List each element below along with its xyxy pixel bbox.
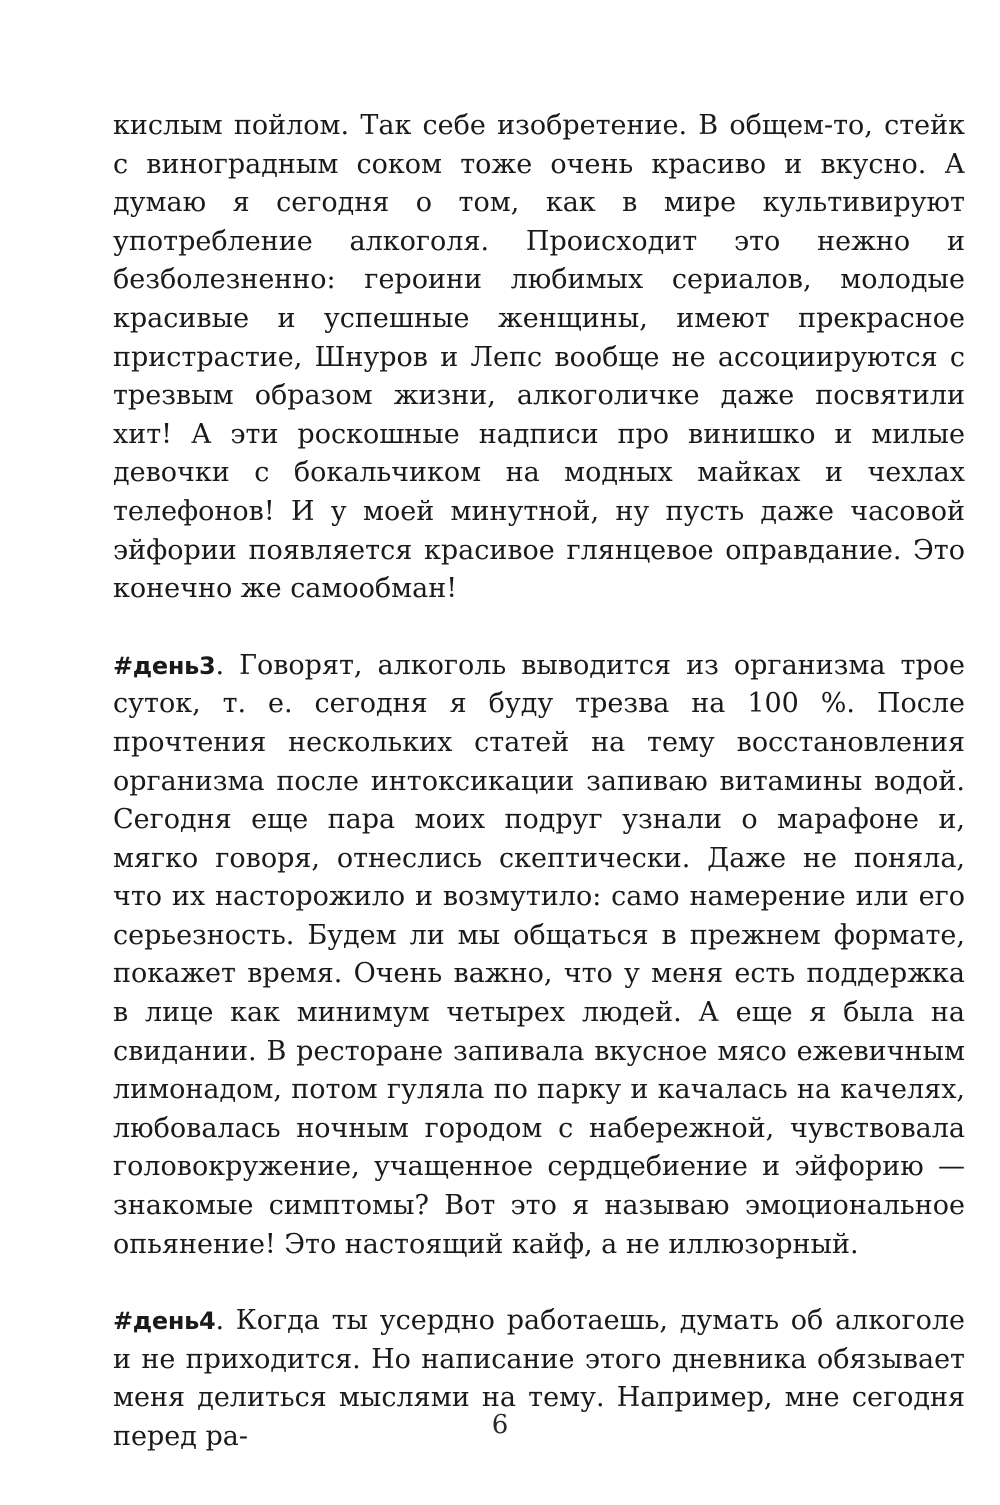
page-number: 6 — [491, 1410, 509, 1440]
day-3-text: . Говорят, алкоголь выводится из организма трое суток, т. е. сегодня я буду трезва на 100 %. После прочтения нескольких статей на тему восстановления организма после интоксикации запиваю витамины водой. Сегодня еще пара моих подруг узнали о марафоне и, мягко говоря, отнеслись скептически. Даже не поняла, что их насторожило и возмутило: само намерение или его серьезность. Будем ли мы общаться в прежнем формате, покажет время. Очень важно, что у меня есть поддержка в лице как минимум четырех людей. А еще я была на свидании. В ресторане запивала вкусное мясо ежевичным лимонадом, потом гуляла по парку и качалась на качелях, любовалась ночным городом с набережной, чувствовала головокружение, учащенное сердцебиение и эйфорию — знакомые симптомы? Вот это я называю эмоциональное опьянение! Это настоящий кайф, а не иллюзорный. — [113, 649, 965, 1260]
day-4-text: . Когда ты усердно работаешь, думать об алкоголе и не приходится. Но написание этого дневника обязывает меня делиться мыслями на тему. Например, мне сегодня перед ра- — [113, 1305, 965, 1452]
paragraph-intro: кислым пойлом. Так себе изобретение. В общем-то, стейк с виноградным соком тоже очень красиво и вкусно. А думаю я сегодня о том, как в мире культивируют употребление алкоголя. Происходит это нежно и безболезненно: героини любимых сериалов, молодые красивые и успешные женщины, имеют прекрасное пристрастие, Шнуров и Лепс вообще не ассоциируются с трезвым образом жизни, алкоголичке даже посвятили хит! А эти роскошные надписи про винишко и милые девочки с бокальчиком на модных майках и чехлах телефонов! И у моей минутной, ну пусть даже часовой эйфории появляется красивое глянцевое оправдание. Это конечно же самообман! — [113, 110, 965, 605]
day-3-tag: #день3 — [113, 651, 216, 680]
book-page — [113, 107, 965, 1457]
paragraph-day-3 — [113, 647, 965, 1265]
day-4-tag: #день4 — [113, 1307, 216, 1336]
